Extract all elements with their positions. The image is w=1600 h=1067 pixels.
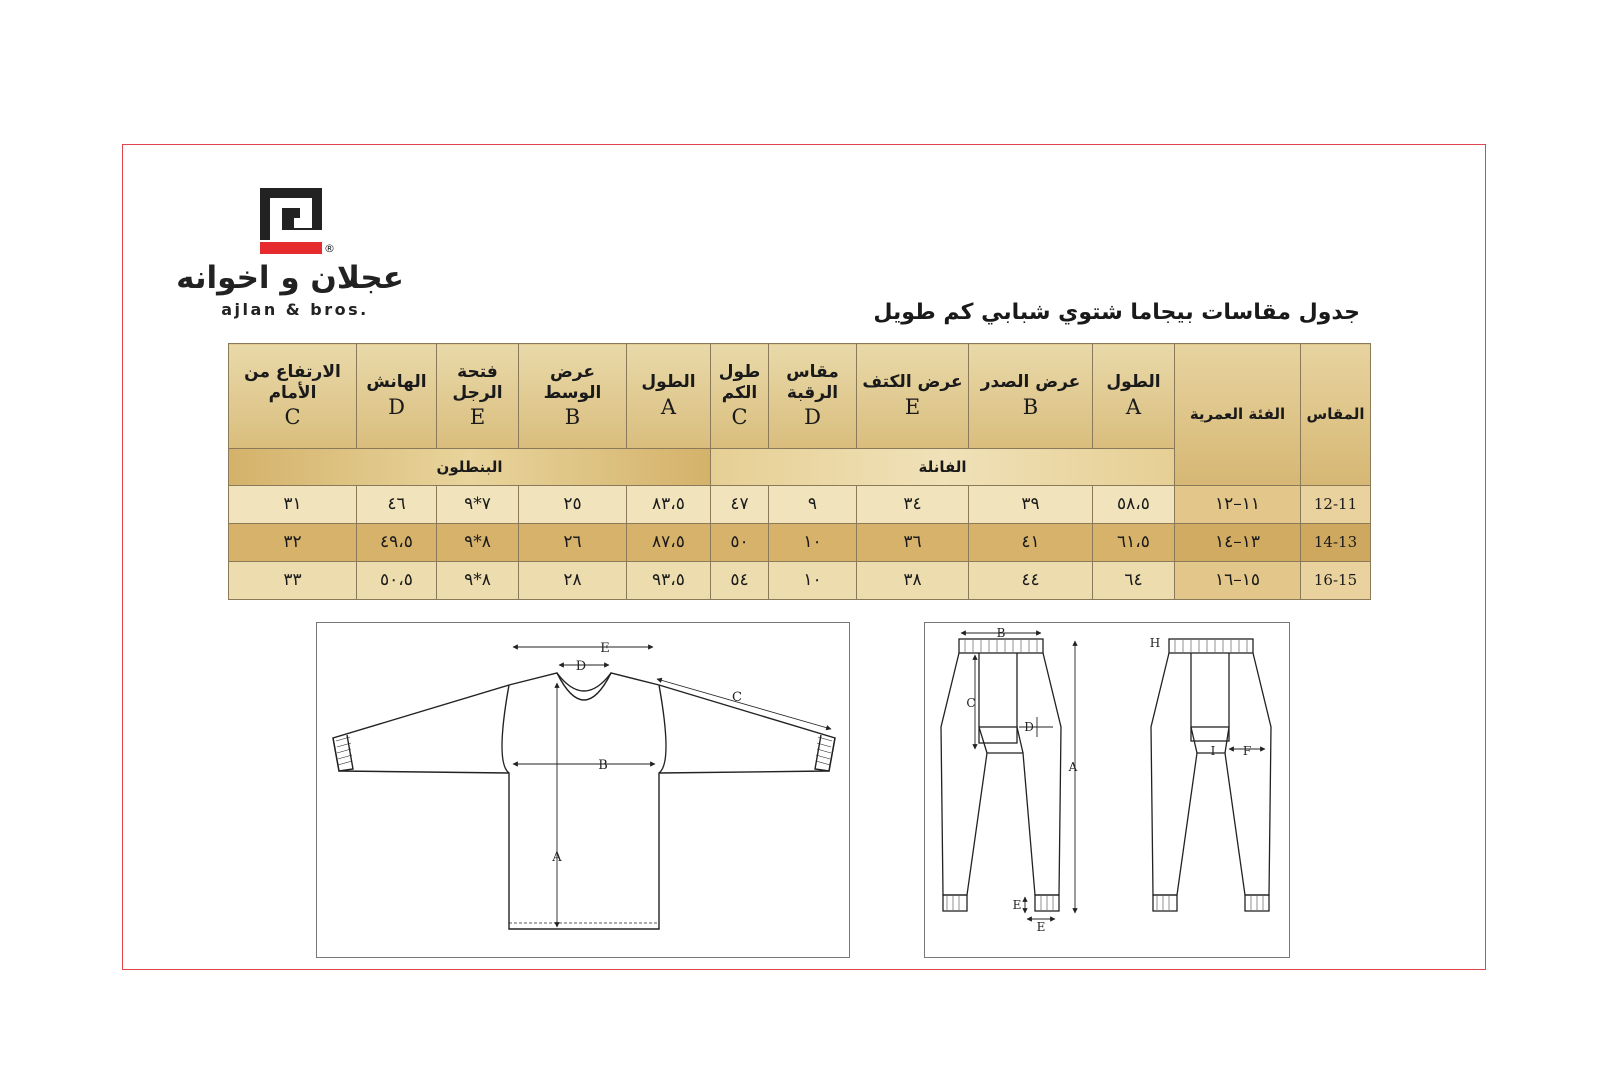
shirt-illustration [317,623,849,957]
cell-value: ٣٩ [969,486,1093,524]
cell-value: ٩ [769,486,857,524]
cell-value: ١٠ [769,524,857,562]
cell-value: ٦٤ [1093,562,1175,600]
group-shirt: الفانلة [711,449,1175,486]
cell-value: ٣٨ [857,562,969,600]
table-row [229,524,1371,562]
cell-value: ٨*٩ [437,524,519,562]
table-row [229,562,1371,600]
label-a: A [552,850,562,865]
page-title: جدول مقاسات بيجاما شتوي شبابي كم طويل [873,300,1360,325]
cell-value: ٤٧ [711,486,769,524]
label-e: E [600,641,610,656]
cell-value: ١٠ [769,562,857,600]
label-c: C [966,696,976,710]
cell-age: ١١–١٢ [1175,486,1301,524]
cell-size: 12-11 [1301,486,1371,524]
cell-value: ٣٣ [229,562,357,600]
header-shirt-length: الطول A [1093,344,1175,449]
cell-age: ١٣–١٤ [1175,524,1301,562]
cell-value: ٢٦ [519,524,627,562]
brand-name-english: ajlan & bros. [221,300,369,319]
header-front-rise: الارتفاع من الأمام C [229,344,357,449]
cell-value: ٨*٩ [437,562,519,600]
cell-value: ٩٣،٥ [627,562,711,600]
label-d: D [1024,720,1034,734]
label-e-width: E [1036,920,1046,934]
pants-illustration [925,623,1289,957]
cell-value: ٣١ [229,486,357,524]
cell-value: ٥٠ [711,524,769,562]
label-f: F [1242,744,1252,758]
header-shoulder-width: عرض الكتف E [857,344,969,449]
label-a: A [1068,760,1078,774]
brand-mark-icon [260,188,322,256]
cell-age: ١٥–١٦ [1175,562,1301,600]
cell-value: ٤٩،٥ [357,524,437,562]
label-d: D [575,659,587,674]
header-chest-width: عرض الصدر B [969,344,1093,449]
header-hip: الهانش D [357,344,437,449]
cell-value: ٤٤ [969,562,1093,600]
cell-value: ٧*٩ [437,486,519,524]
label-i: I [1210,744,1216,758]
registered-mark: ® [324,242,335,255]
cell-value: ٥٠،٥ [357,562,437,600]
cell-value: ٢٥ [519,486,627,524]
header-leg-opening: فتحة الرجل E [437,344,519,449]
header-size: المقاس [1301,344,1371,486]
label-h: H [1149,636,1161,650]
cell-value: ٨٧،٥ [627,524,711,562]
header-sleeve-length: طول الكم C [711,344,769,449]
cell-value: ٦١،٥ [1093,524,1175,562]
cell-value: ٣٦ [857,524,969,562]
group-pants: البنطلون [229,449,711,486]
brand-logo [170,188,420,328]
pants-diagram [924,622,1290,958]
cell-value: ٥٨،٥ [1093,486,1175,524]
label-e: E [1012,898,1022,912]
cell-value: ٤٦ [357,486,437,524]
cell-value: ٨٣،٥ [627,486,711,524]
cell-size: 16-15 [1301,562,1371,600]
label-b: B [598,758,608,773]
cell-value: ٥٤ [711,562,769,600]
brand-name-arabic: عجلان و اخوانه [176,260,404,296]
cell-value: ٤١ [969,524,1093,562]
cell-size: 14-13 [1301,524,1371,562]
label-b: B [996,626,1006,640]
shirt-diagram [316,622,850,958]
size-chart-table [228,343,1371,600]
header-pants-length: الطول A [627,344,711,449]
cell-value: ٣٢ [229,524,357,562]
header-age: الفئة العمرية [1175,344,1301,486]
label-c: C [732,690,742,705]
header-waist-width: عرض الوسط B [519,344,627,449]
cell-value: ٢٨ [519,562,627,600]
table-row [229,486,1371,524]
cell-value: ٣٤ [857,486,969,524]
header-neck-size: مقاس الرقبة D [769,344,857,449]
